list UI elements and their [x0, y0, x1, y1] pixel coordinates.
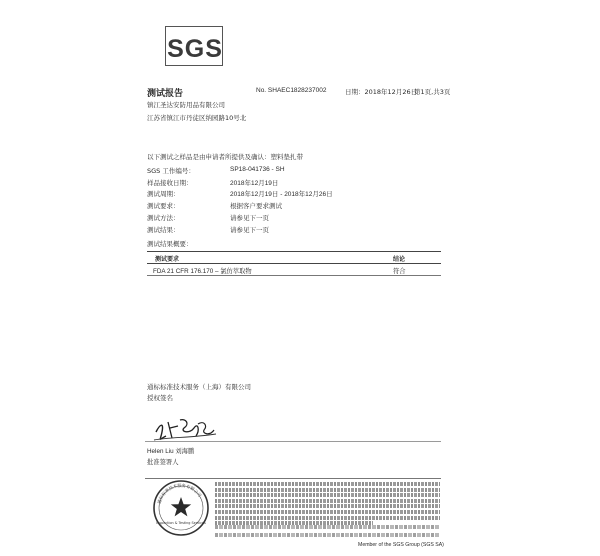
contact-info-line	[215, 533, 440, 537]
field-label: 测试方法：	[147, 214, 180, 222]
field-label: SGS 工作编号：	[147, 167, 195, 175]
cell-conclusion: 符合	[393, 268, 406, 275]
authorized-signature-label: 授权签名	[147, 394, 173, 402]
client-address: 江苏省镇江市丹徒区纳园路10号北	[147, 114, 247, 122]
report-number: No. SHAEC1828237002	[256, 87, 327, 94]
seal-subtitle: Inspection & Testing Services	[156, 521, 206, 525]
terms-fine-print	[215, 482, 440, 527]
table-row	[147, 264, 441, 276]
field-value: 请参见下一页	[230, 227, 269, 234]
field-label: 样品接收日期：	[147, 179, 193, 187]
header-conclusion: 结论	[393, 256, 406, 263]
field-value: 2018年12月19日	[230, 180, 279, 187]
report-date: 日期：2018年12月26日	[345, 88, 418, 96]
page-count: 第1页,共3页	[414, 88, 451, 96]
client-name: 镇江圣达安防用品有限公司	[147, 101, 225, 109]
company-seal-stamp	[150, 478, 212, 538]
field-value: SP18-041736 - SH	[230, 166, 285, 173]
field-value: 根据客户要求测试	[230, 203, 282, 210]
table-header	[147, 251, 441, 264]
results-title: 测试结果概要：	[147, 240, 193, 248]
report-title: 测试报告	[147, 89, 184, 99]
sgs-group-member: Member of the SGS Group (SGS SA)	[358, 542, 444, 548]
cell-requirement: FDA 21 CFR 176.170 – 氯仿萃取物	[153, 268, 252, 275]
sample-intro: 以下测试之样品是由申请者所提供及确认：塑料垫扎带	[147, 153, 303, 161]
header-requirement: 测试要求	[155, 256, 180, 263]
field-label: 测试周期：	[147, 190, 180, 198]
results-table	[147, 251, 441, 276]
sgs-logo	[165, 26, 225, 68]
field-label: 测试要求：	[147, 202, 180, 210]
seal-text: 通标标准技术服务有限公司	[156, 482, 203, 505]
logo-text: SGS	[167, 35, 223, 63]
signer-name: Helen Liu 刘海鹏	[147, 448, 195, 455]
contact-info-line	[215, 525, 440, 529]
field-value: 请参见下一页	[230, 215, 269, 222]
field-value: 2018年12月19日 - 2018年12月26日	[230, 191, 333, 198]
signer-role: 批准签署人	[147, 459, 179, 466]
field-label: 测试结果：	[147, 226, 180, 234]
signature-divider	[145, 441, 441, 442]
handwritten-signature	[150, 410, 220, 444]
issuing-company: 通标标准技术服务（上海）有限公司	[147, 383, 251, 391]
